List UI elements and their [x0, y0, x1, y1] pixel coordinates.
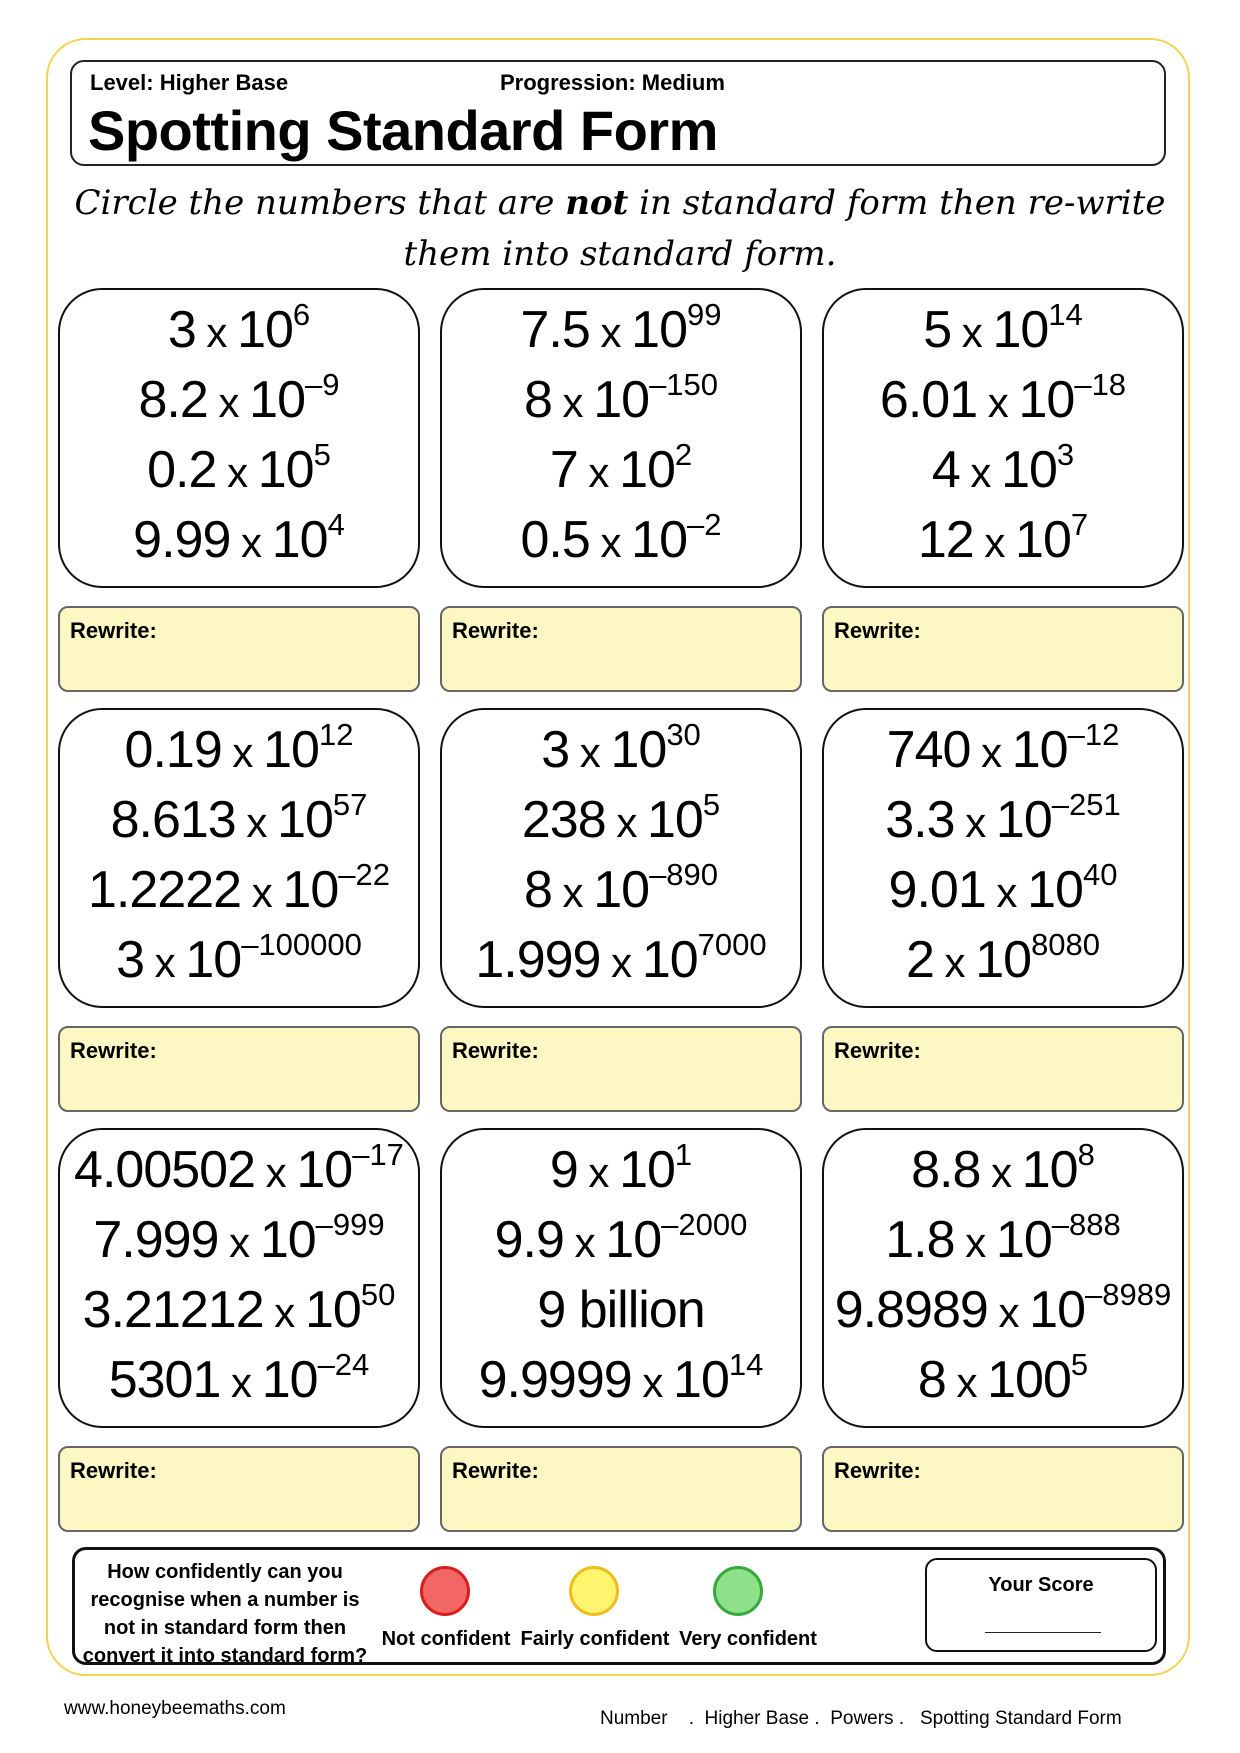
- mantissa: 9: [549, 1141, 578, 1199]
- times-sign: x: [577, 1149, 620, 1196]
- base: 10: [631, 511, 687, 569]
- mantissa: 9.9: [494, 1211, 564, 1269]
- question-box: [822, 708, 1184, 1008]
- mantissa: 3: [167, 301, 196, 359]
- times-sign: x: [589, 519, 632, 566]
- question-box: [58, 1128, 420, 1428]
- rewrite-box[interactable]: [822, 1446, 1184, 1532]
- times-sign: x: [563, 1219, 606, 1266]
- exponent: 6: [292, 297, 311, 332]
- mantissa: 8.613: [110, 791, 236, 849]
- mantissa: 4: [931, 441, 960, 499]
- exponent: –24: [317, 1347, 370, 1382]
- base: 10: [1001, 441, 1057, 499]
- base: 10: [975, 931, 1032, 989]
- number-expression[interactable]: [60, 857, 418, 923]
- number-expression[interactable]: [824, 507, 1182, 573]
- mantissa: 9.99: [133, 511, 231, 569]
- number-expression[interactable]: [824, 717, 1182, 783]
- mantissa: 3: [541, 721, 570, 779]
- times-sign: x: [970, 729, 1012, 776]
- number-expression[interactable]: [824, 297, 1182, 363]
- base: 10: [271, 511, 328, 569]
- number-expression[interactable]: [442, 1137, 800, 1203]
- question-box: [822, 288, 1184, 588]
- number-expression[interactable]: [60, 437, 418, 503]
- exponent: –888: [1051, 1207, 1121, 1242]
- question-box: [440, 708, 802, 1008]
- times-sign: x: [577, 449, 620, 496]
- mantissa: 1.2222: [88, 861, 242, 919]
- times-sign: x: [954, 1219, 996, 1266]
- number-expression[interactable]: [442, 857, 800, 923]
- mantissa: 5301: [108, 1351, 221, 1409]
- exponent: –890: [649, 857, 719, 892]
- rewrite-label: Rewrite:: [452, 1038, 539, 1063]
- times-sign: x: [235, 799, 278, 846]
- base: 10: [282, 861, 339, 919]
- number-expression[interactable]: [824, 367, 1182, 433]
- rewrite-label: Rewrite:: [834, 1038, 921, 1063]
- rewrite-box[interactable]: [440, 1446, 802, 1532]
- base: 10: [995, 791, 1052, 849]
- base: 10: [296, 1141, 353, 1199]
- exponent: 8: [1077, 1137, 1095, 1172]
- exponent: 99: [687, 297, 722, 332]
- rewrite-label: Rewrite:: [452, 1458, 539, 1483]
- base: 10: [619, 1141, 675, 1199]
- not-confident-label: Not confident: [381, 1628, 511, 1650]
- number-expression[interactable]: [60, 507, 418, 573]
- mantissa: 238: [521, 791, 606, 849]
- number-expression[interactable]: [442, 787, 800, 853]
- base: 10: [619, 441, 675, 499]
- rewrite-box[interactable]: [822, 606, 1184, 692]
- exponent: 5: [1070, 1347, 1089, 1382]
- times-sign: x: [221, 729, 264, 776]
- mantissa: 4.00502: [74, 1141, 256, 1199]
- base: 10: [673, 1351, 729, 1409]
- times-sign: x: [551, 379, 594, 426]
- rewrite-box[interactable]: [440, 1026, 802, 1112]
- times-sign: x: [230, 519, 272, 566]
- rewrite-label: Rewrite:: [70, 618, 157, 643]
- mantissa: 7.999: [93, 1211, 219, 1269]
- number-expression[interactable]: [442, 1347, 800, 1413]
- exponent: 3: [1056, 437, 1075, 472]
- times-sign: x: [951, 309, 993, 356]
- mantissa: 0.2: [147, 441, 217, 499]
- base: 10: [1027, 861, 1083, 919]
- times-sign: x: [985, 869, 1028, 916]
- mantissa: 3: [116, 931, 145, 989]
- base: 10: [1018, 371, 1075, 429]
- number-expression[interactable]: [442, 437, 800, 503]
- times-sign: x: [977, 379, 1019, 426]
- exponent: 7000: [697, 927, 767, 962]
- base: 10: [277, 791, 333, 849]
- times-sign: x: [959, 449, 1002, 496]
- exponent: 14: [728, 1347, 764, 1382]
- times-sign: x: [973, 519, 1016, 566]
- times-sign: x: [195, 309, 238, 356]
- number-expression[interactable]: [442, 717, 800, 783]
- website-url: www.honeybeemaths.com: [64, 1698, 286, 1719]
- base: 100: [987, 1351, 1071, 1409]
- rewrite-box[interactable]: [58, 1026, 420, 1112]
- times-sign: x: [551, 869, 594, 916]
- number-expression[interactable]: [824, 857, 1182, 923]
- times-sign: x: [605, 799, 647, 846]
- number-expression[interactable]: [442, 927, 800, 993]
- rewrite-box[interactable]: [58, 606, 420, 692]
- question-box: [58, 708, 420, 1008]
- rewrite-box[interactable]: [58, 1446, 420, 1532]
- instruction-text: [60, 178, 1180, 280]
- worksheet-title: Spotting Standard Form: [88, 99, 718, 162]
- mantissa: 0.19: [124, 721, 222, 779]
- yellow-traffic-light-icon[interactable]: [569, 1566, 619, 1616]
- exponent: –17: [352, 1137, 404, 1172]
- exponent: –22: [338, 857, 390, 892]
- rewrite-label: Rewrite:: [834, 618, 921, 643]
- exponent: –8989: [1085, 1277, 1172, 1312]
- mantissa: 1.8: [885, 1211, 955, 1269]
- exponent: –100000: [241, 927, 362, 962]
- score-title: Your Score: [988, 1574, 1094, 1596]
- base: 10: [257, 441, 314, 499]
- confidence-box: [72, 1547, 1166, 1665]
- exponent: 8080: [1031, 927, 1101, 962]
- times-sign: x: [144, 939, 186, 986]
- base: 10: [593, 371, 650, 429]
- times-sign: x: [216, 449, 258, 496]
- header-box: [70, 60, 1166, 166]
- base: 10: [605, 1211, 662, 1269]
- mantissa: 9.9999: [478, 1351, 632, 1409]
- mantissa: 6.01: [879, 371, 978, 429]
- instruction-after: in standard form then re-write them into standard form.: [403, 183, 1166, 274]
- times-sign: x: [600, 939, 642, 986]
- score-box: [925, 1558, 1157, 1652]
- question-box: [440, 1128, 802, 1428]
- number-expression[interactable]: [824, 787, 1182, 853]
- base: 10: [610, 721, 667, 779]
- number-expression[interactable]: [60, 787, 418, 853]
- base: 10: [1029, 1281, 1085, 1339]
- rewrite-box[interactable]: [822, 1026, 1184, 1112]
- number-expression[interactable]: [442, 1207, 800, 1273]
- exponent: –2000: [661, 1207, 748, 1242]
- fairly-confident-label: Fairly confident: [520, 1628, 670, 1650]
- exponent: –251: [1051, 787, 1121, 822]
- number-expression[interactable]: [60, 297, 418, 363]
- times-sign: x: [569, 729, 611, 776]
- score-line[interactable]: [985, 1632, 1101, 1633]
- exponent: 4: [327, 507, 345, 542]
- number-expression[interactable]: [442, 1280, 800, 1340]
- base: 10: [304, 1281, 361, 1339]
- base: 10: [992, 301, 1049, 359]
- base: 10: [1021, 1141, 1078, 1199]
- exponent: 5: [702, 787, 721, 822]
- mantissa: 8.2: [138, 371, 208, 429]
- progression-label: Progression: Medium: [500, 70, 725, 95]
- number-expression[interactable]: [60, 1207, 418, 1273]
- times-sign: x: [631, 1359, 674, 1406]
- times-sign: x: [954, 799, 996, 846]
- base: 10: [249, 371, 305, 429]
- rewrite-box[interactable]: [440, 606, 802, 692]
- confidence-question: How confidently can you recognise when a number is not in standard form then convert it into standard form?: [82, 1561, 368, 1667]
- exponent: 2: [674, 437, 693, 472]
- rewrite-label: Rewrite:: [70, 1458, 157, 1483]
- question-box: [440, 288, 802, 588]
- number-expression[interactable]: [824, 437, 1182, 503]
- mantissa: 2: [905, 931, 934, 989]
- question-box: [58, 288, 420, 588]
- times-sign: x: [933, 939, 976, 986]
- number-expression[interactable]: [824, 927, 1182, 993]
- mantissa: 3.3: [885, 791, 955, 849]
- exponent: –150: [649, 367, 719, 402]
- mantissa: 740: [886, 721, 971, 779]
- mantissa: 7: [549, 441, 578, 499]
- number-expression[interactable]: [60, 927, 418, 993]
- question-box: [822, 1128, 1184, 1428]
- number-text: 9 billion: [537, 1281, 705, 1339]
- times-sign: x: [945, 1359, 988, 1406]
- number-expression[interactable]: [60, 1277, 418, 1343]
- instruction-before: Circle the numbers that are: [74, 183, 566, 223]
- rewrite-label: Rewrite:: [452, 618, 539, 643]
- exponent: –12: [1067, 717, 1120, 752]
- mantissa: 3.21212: [82, 1281, 264, 1339]
- number-expression[interactable]: [60, 717, 418, 783]
- mantissa: 9.8989: [834, 1281, 988, 1339]
- base: 10: [261, 1351, 318, 1409]
- exponent: 57: [332, 787, 368, 822]
- base: 10: [647, 791, 703, 849]
- number-expression[interactable]: [442, 507, 800, 573]
- times-sign: x: [241, 869, 283, 916]
- exponent: 1: [674, 1137, 693, 1172]
- number-expression[interactable]: [60, 1347, 418, 1413]
- very-confident-label: Very confident: [679, 1628, 817, 1650]
- exponent: –9: [305, 367, 340, 402]
- mantissa: 5: [923, 301, 952, 359]
- exponent: 12: [318, 717, 354, 752]
- number-expression[interactable]: [60, 367, 418, 433]
- exponent: 7: [1070, 507, 1089, 542]
- number-expression[interactable]: [442, 367, 800, 433]
- base: 10: [263, 721, 319, 779]
- number-expression[interactable]: [442, 297, 800, 363]
- exponent: 40: [1082, 857, 1118, 892]
- times-sign: x: [255, 1149, 297, 1196]
- level-label: Level: Higher Base: [90, 70, 289, 95]
- base: 10: [593, 861, 650, 919]
- base: 10: [631, 301, 687, 359]
- exponent: 14: [1048, 297, 1083, 332]
- exponent: –18: [1074, 367, 1127, 402]
- number-expression[interactable]: [824, 1347, 1182, 1413]
- number-expression[interactable]: [824, 1137, 1182, 1203]
- base: 10: [1011, 721, 1068, 779]
- exponent: –999: [315, 1207, 385, 1242]
- base: 10: [237, 301, 293, 359]
- number-expression[interactable]: [824, 1277, 1182, 1343]
- base: 10: [1015, 511, 1071, 569]
- exponent: 50: [360, 1277, 396, 1312]
- base: 10: [185, 931, 242, 989]
- mantissa: 12: [917, 511, 974, 569]
- mantissa: 1.999: [475, 931, 601, 989]
- base: 10: [995, 1211, 1052, 1269]
- times-sign: x: [987, 1289, 1030, 1336]
- green-traffic-light-icon[interactable]: [713, 1566, 763, 1616]
- times-sign: x: [263, 1289, 305, 1336]
- rewrite-label: Rewrite:: [834, 1458, 921, 1483]
- times-sign: x: [218, 1219, 260, 1266]
- footer-breadcrumb: Number . Higher Base . Powers . Spotting Standard Form: [600, 1708, 1122, 1729]
- exponent: 5: [313, 437, 331, 472]
- base: 10: [259, 1211, 316, 1269]
- times-sign: x: [589, 309, 632, 356]
- mantissa: 8.8: [911, 1141, 981, 1199]
- mantissa: 7.5: [520, 301, 590, 359]
- times-sign: x: [220, 1359, 262, 1406]
- base: 10: [641, 931, 698, 989]
- number-expression[interactable]: [824, 1207, 1182, 1273]
- number-expression[interactable]: [60, 1137, 418, 1203]
- exponent: 30: [666, 717, 701, 752]
- times-sign: x: [980, 1149, 1022, 1196]
- red-traffic-light-icon[interactable]: [420, 1566, 470, 1616]
- mantissa: 9.01: [888, 861, 986, 919]
- rewrite-label: Rewrite:: [70, 1038, 157, 1063]
- instruction-emphasis: not: [565, 183, 629, 223]
- mantissa: 8: [523, 371, 552, 429]
- mantissa: 0.5: [520, 511, 590, 569]
- times-sign: x: [207, 379, 250, 426]
- exponent: –2: [687, 507, 722, 542]
- mantissa: 8: [523, 861, 552, 919]
- mantissa: 8: [917, 1351, 946, 1409]
